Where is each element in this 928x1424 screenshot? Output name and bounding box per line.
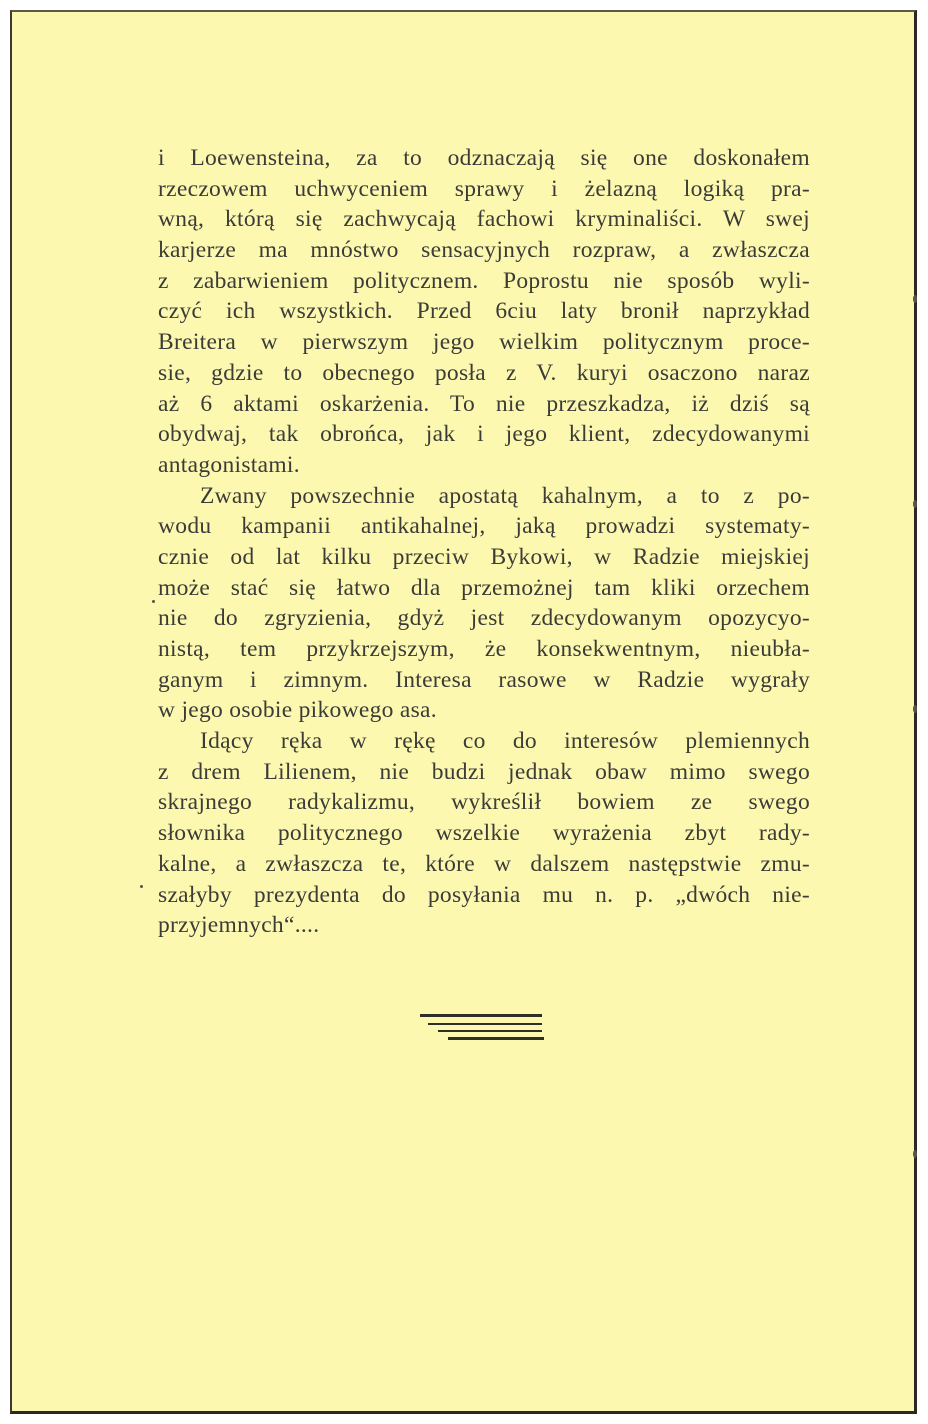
text-line: i Loewensteina, za to odznaczają się one doskonałem [158, 145, 810, 171]
scan-speck [913, 295, 917, 303]
paragraph-1 [158, 143, 810, 481]
text-line: aż 6 aktami oskarżenia. To nie przeszkadza, iż dziś są [158, 390, 810, 417]
text-line: ganym i zimnym. Interesa rasowe w Radzie wygrały [158, 666, 810, 693]
text-line: z drem Lilienem, nie budzi jednak obaw mimo swego [158, 758, 810, 785]
text-line: obydwaj, tak obrońca, jak i jego klient, zdecydowanymi [158, 421, 810, 448]
paragraph-3 [158, 726, 810, 941]
text-line: cznie od lat kilku przeciw Bykowi, w Radzie miejskiej [158, 543, 810, 570]
end-ornament [420, 1014, 545, 1044]
text-line: sie, gdzie to obecnego posła z V. kuryi osaczono naraz [158, 359, 810, 386]
text-line: czyć ich wszystkich. Przed 6ciu laty bronił naprzykład [158, 298, 810, 325]
scan-speck [152, 600, 155, 603]
text-line: Zwany powszechnie apostatą kahalnym, a to z po- [200, 482, 810, 509]
text-line: wną, którą się zachwycają fachowi kryminaliści. W swej [158, 206, 810, 233]
text-line: antagonistami. [158, 451, 300, 478]
scan-speck [913, 705, 917, 713]
scan-speck [913, 1150, 917, 1158]
text-line: nie do zgryzienia, gdyż jest zdecydowanym opozycyo- [158, 605, 810, 632]
ornament-rule [448, 1037, 544, 1040]
text-line: kalne, a zwłaszcza te, które w dalszem następstwie zmu- [158, 850, 810, 877]
text-line: skrajnego radykalizmu, wykreślił bowiem ze swego [158, 789, 810, 816]
scan-speck [913, 500, 917, 508]
ornament-rule [420, 1014, 542, 1017]
scan-speck [140, 885, 143, 888]
text-line: nistą, tem przykrzejszym, że konsekwentnym, nieubła- [158, 636, 810, 662]
ornament-rule [428, 1023, 542, 1025]
paragraph-2 [158, 481, 810, 727]
text-line: przyjemnych“.... [158, 912, 320, 939]
body-text [158, 143, 810, 941]
text-line: słownika politycznego wszelkie wyrażenia zbyt rady- [158, 820, 810, 847]
text-line: w jego osobie pikowego asa. [158, 697, 437, 724]
text-line: wodu kampanii antikahalnej, jaką prowadzi systematy- [158, 513, 810, 540]
text-line: z zabarwieniem politycznem. Poprostu nie sposób wyli- [158, 267, 810, 294]
text-line: może stać się łatwo dla przemożnej tam kliki orzechem [158, 574, 810, 601]
text-line: rzeczowem uchwyceniem sprawy i żelazną logiką pra- [158, 175, 810, 202]
text-line: Breitera w pierwszym jego wielkim politycznym proce- [158, 329, 810, 356]
text-line: szałyby prezydenta do posyłania mu n. p. „dwóch nie- [158, 881, 810, 908]
text-line: karjerze ma mnóstwo sensacyjnych rozpraw, a zwłaszcza [158, 237, 810, 264]
text-line: Idący ręka w rękę co do interesów plemiennych [200, 728, 810, 755]
ornament-rule [438, 1030, 542, 1032]
